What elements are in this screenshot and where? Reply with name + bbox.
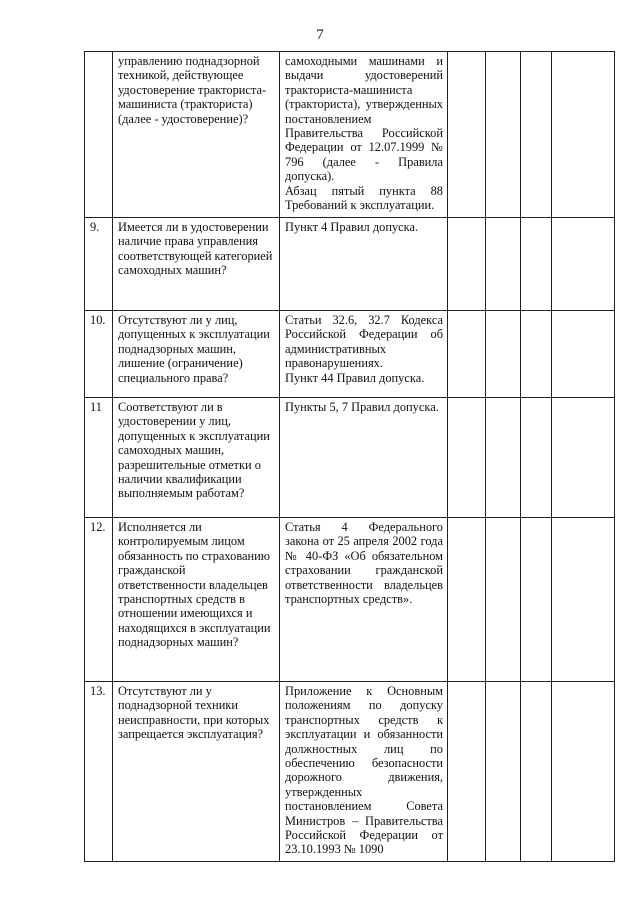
legal-reference: Абзац пятый пункта 88 Требований к эксплуатации. bbox=[285, 183, 443, 213]
legal-reference-cell bbox=[280, 518, 448, 682]
row-number: 12. bbox=[85, 518, 113, 682]
table-row bbox=[85, 52, 615, 218]
answer-no-cell bbox=[486, 52, 521, 218]
row-number: 10. bbox=[85, 311, 113, 398]
answer-na-cell bbox=[521, 398, 552, 518]
legal-reference-cell bbox=[280, 682, 448, 862]
question-cell: Отсутствуют ли у поднадзорной техники неисправности, при которых запрещается эксплуатация? bbox=[113, 682, 280, 862]
question-cell: Отсутствуют ли у лиц, допущенных к эксплуатации поднадзорных машин, лишение (ограничение) специального права? bbox=[113, 311, 280, 398]
question-cell: Соответствуют ли в удостоверении у лиц, допущенных к эксплуатации самоходных машин, разрешительные отметки о наличии квалификации выполняемым работам? bbox=[113, 398, 280, 518]
answer-yes-cell bbox=[448, 518, 486, 682]
answer-na-cell bbox=[521, 218, 552, 311]
note-cell bbox=[552, 682, 615, 862]
legal-reference-cell bbox=[280, 218, 448, 311]
answer-no-cell bbox=[486, 682, 521, 862]
legal-reference: Статья 4 Федерального закона от 25 апреля 2002 года № 40-ФЗ «Об обязательном страховании гражданской ответственности владельцев транспортных средств». bbox=[285, 520, 443, 607]
table-row bbox=[85, 218, 615, 311]
question-cell: Исполняется ли контролируемым лицом обязанность по страхованию гражданской ответственности владельцев транспортных средств в отношении имеющихся и находящихся в эксплуатации поднадзорных машин? bbox=[113, 518, 280, 682]
answer-na-cell bbox=[521, 52, 552, 218]
legal-reference: Пункт 4 Правил допуска. bbox=[285, 220, 419, 234]
row-number: 11 bbox=[85, 398, 113, 518]
page-number: 7 bbox=[316, 27, 324, 43]
answer-yes-cell bbox=[448, 218, 486, 311]
answer-no-cell bbox=[486, 398, 521, 518]
note-cell bbox=[552, 218, 615, 311]
legal-reference: Пункт 44 Правил допуска. bbox=[285, 370, 425, 385]
table-row bbox=[85, 682, 615, 862]
answer-na-cell bbox=[521, 518, 552, 682]
row-number bbox=[85, 52, 113, 218]
note-cell bbox=[552, 311, 615, 398]
answer-yes-cell bbox=[448, 52, 486, 218]
legal-reference-cell bbox=[280, 52, 448, 218]
legal-reference: Пункты 5, 7 Правил допуска. bbox=[285, 400, 439, 414]
question-cell: управлению поднадзорной техникой, действующее удостоверение тракториста-машиниста (тракториста) (далее - удостоверение)? bbox=[113, 52, 280, 218]
note-cell bbox=[552, 52, 615, 218]
answer-no-cell bbox=[486, 218, 521, 311]
checklist-table bbox=[84, 51, 615, 862]
legal-reference-cell bbox=[280, 311, 448, 398]
row-number: 13. bbox=[85, 682, 113, 862]
answer-yes-cell bbox=[448, 398, 486, 518]
table-row bbox=[85, 398, 615, 518]
note-cell bbox=[552, 518, 615, 682]
legal-reference-cell bbox=[280, 398, 448, 518]
answer-yes-cell bbox=[448, 311, 486, 398]
answer-na-cell bbox=[521, 311, 552, 398]
answer-na-cell bbox=[521, 682, 552, 862]
question-cell: Имеется ли в удостоверении наличие права управления соответствующей категорией самоходных машин? bbox=[113, 218, 280, 311]
legal-reference: Приложение к Основным положениям по допуску транспортных средств к эксплуатации и обязанности должностных лиц по обеспечению безопасности дорожного движения, утвержденных постановлением Совета Министров – Правительства Российской Федерации от 23.10.1993 № 1090 bbox=[285, 684, 443, 857]
legal-reference: самоходными машинами и выдачи удостоверений тракториста-машиниста (тракториста), утвержденных постановлением Правительства Российской Федерации от 12.07.1999 № 796 (далее - Правила допуска). bbox=[285, 54, 443, 184]
answer-no-cell bbox=[486, 311, 521, 398]
answer-no-cell bbox=[486, 518, 521, 682]
answer-yes-cell bbox=[448, 682, 486, 862]
table-row bbox=[85, 518, 615, 682]
table-row bbox=[85, 311, 615, 398]
legal-reference: Статьи 32.6, 32.7 Кодекса Российской Федерации об административных правонарушениях. bbox=[285, 313, 443, 371]
note-cell bbox=[552, 398, 615, 518]
row-number: 9. bbox=[85, 218, 113, 311]
